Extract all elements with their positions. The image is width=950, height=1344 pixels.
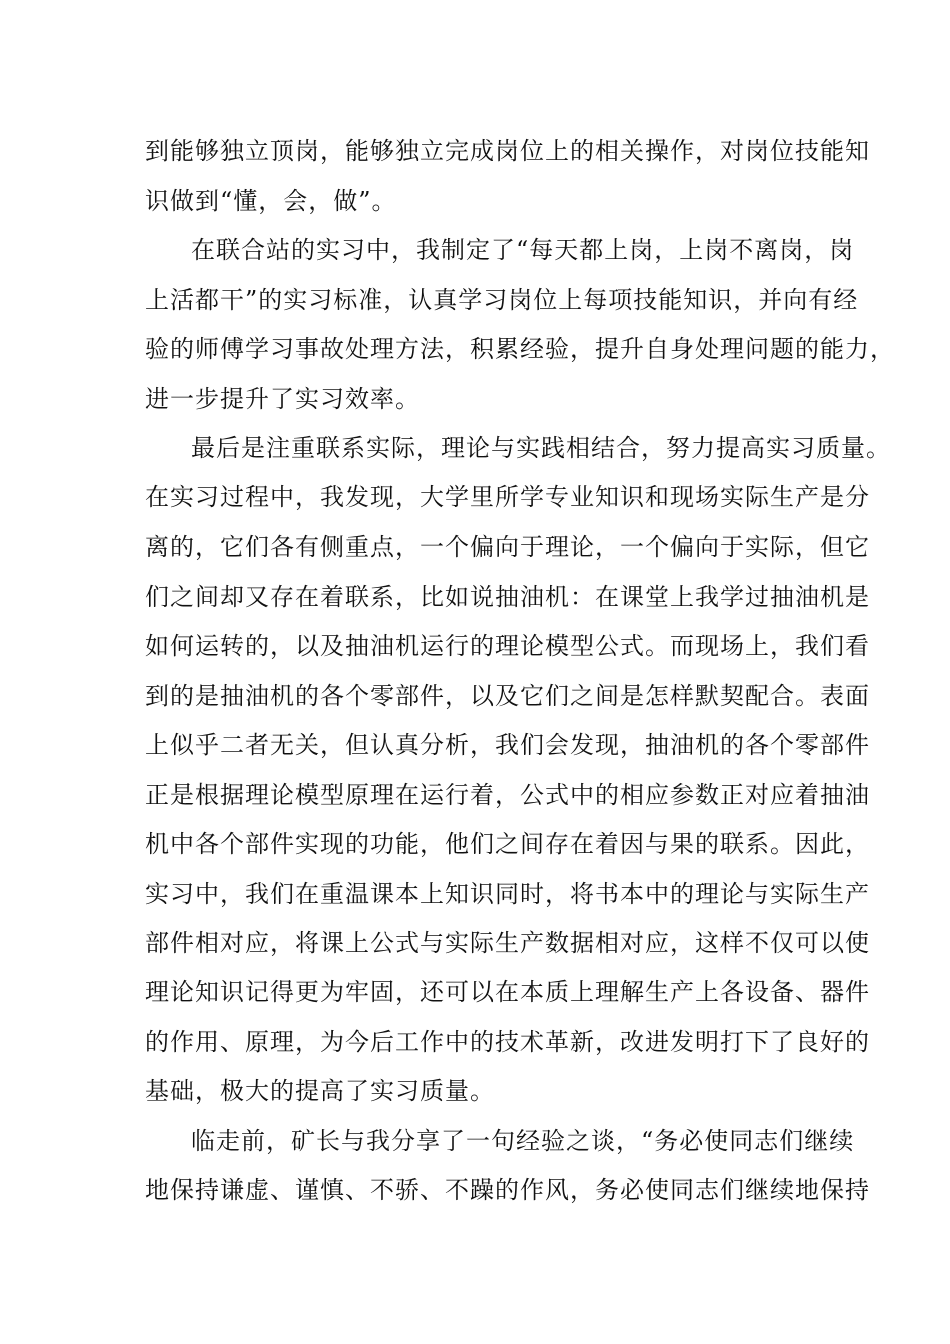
text-line: 如何运转的，以及抽油机运行的理论模型公式。而现场上，我们看 <box>145 632 870 660</box>
text-line: 理论知识记得更为牢固，还可以在本质上理解生产上各设备、器件 <box>145 978 870 1006</box>
text-line: 上活都干”的实习标准，认真学习岗位上每项技能知识，并向有经 <box>145 286 859 314</box>
text-line: 到的是抽油机的各个零部件，以及它们之间是怎样默契配合。表面 <box>145 682 870 710</box>
text-line: 部件相对应，将课上公式与实际生产数据相对应，这样不仅可以使 <box>145 929 870 957</box>
text-line: 上似乎二者无关，但认真分析，我们会发现，抽油机的各个零部件 <box>145 731 870 759</box>
text-line: 进一步提升了实习效率。 <box>145 385 420 413</box>
text-line: 实习中，我们在重温课本上知识同时，将书本中的理论与实际生产 <box>145 880 870 908</box>
text-line: 们之间却又存在着联系，比如说抽油机：在课堂上我学过抽油机是 <box>145 583 870 611</box>
text-line: 到能够独立顶岗，能够独立完成岗位上的相关操作，对岗位技能知 <box>145 137 870 165</box>
text-line: 在实习过程中，我发现，大学里所学专业知识和现场实际生产是分 <box>145 483 870 511</box>
paragraph-start-line: 在联合站的实习中，我制定了“每天都上岗，上岗不离岗，岗 <box>191 236 855 264</box>
paragraph-start-line: 临走前，矿长与我分享了一句经验之谈，“务必使同志们继续 <box>191 1127 855 1155</box>
paragraph-start-line: 最后是注重联系实际，理论与实践相结合，努力提高实习质量。 <box>191 434 891 462</box>
text-line: 的作用、原理，为今后工作中的技术革新，改进发明打下了良好的 <box>145 1028 870 1056</box>
text-line: 机中各个部件实现的功能，他们之间存在着因与果的联系。因此， <box>145 830 870 858</box>
text-line: 验的师傅学习事故处理方法，积累经验，提升自身处理问题的能力， <box>145 335 895 363</box>
text-line: 识做到“懂，会，做”。 <box>145 187 397 215</box>
text-line: 正是根据理论模型原理在运行着，公式中的相应参数正对应着抽油 <box>145 781 870 809</box>
text-line: 离的，它们各有侧重点，一个偏向于理论，一个偏向于实际，但它 <box>145 533 870 561</box>
text-line: 地保持谦虚、谨慎、不骄、不躁的作风，务必使同志们继续地保持 <box>145 1176 870 1204</box>
text-line: 基础，极大的提高了实习质量。 <box>145 1077 495 1105</box>
